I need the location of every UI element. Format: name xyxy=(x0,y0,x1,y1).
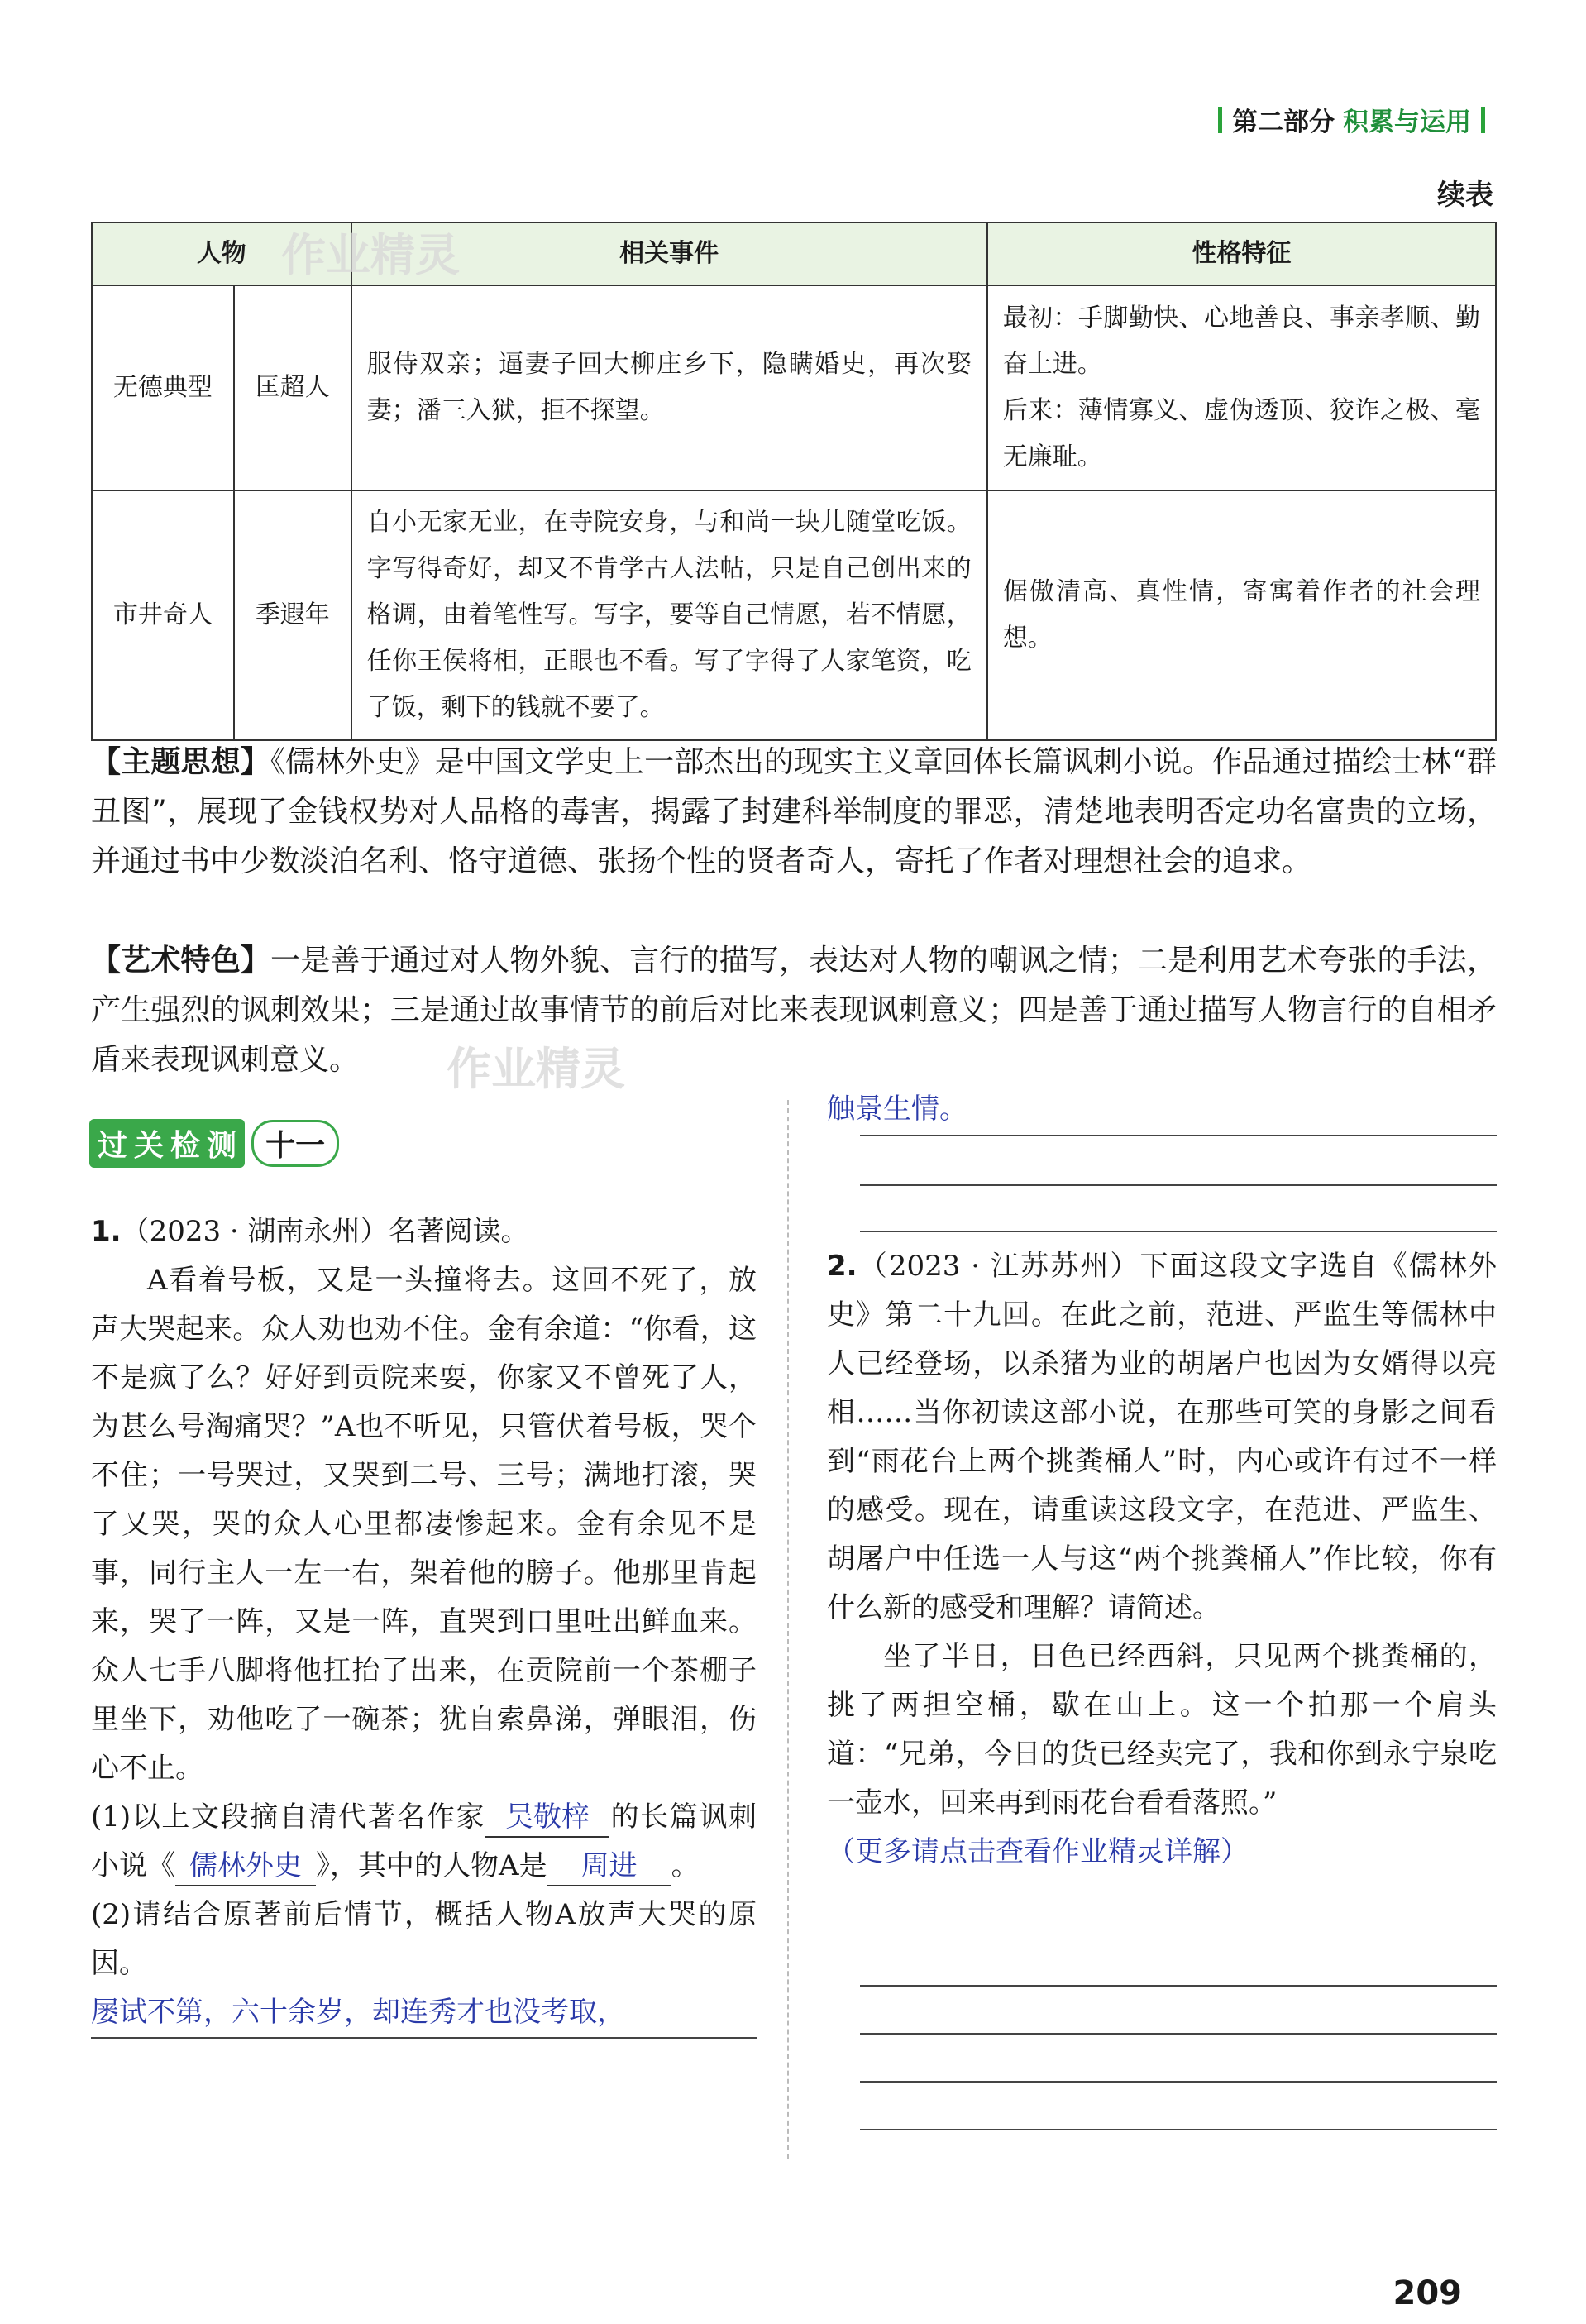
header-section: 积累与运用 xyxy=(1343,108,1471,137)
q1-sub1-text-a: (1)以上文段摘自清代著名作家 xyxy=(91,1800,485,1834)
running-header xyxy=(1208,101,1495,138)
q1-title xyxy=(91,1207,757,1256)
art-paragraph xyxy=(91,936,1497,1085)
q1-sub1 xyxy=(91,1793,757,1891)
q2-prompt xyxy=(827,1242,1497,1633)
answer-line xyxy=(860,2081,1497,2083)
q2-number: 2. xyxy=(827,1250,857,1283)
table-cell-category: 无德典型 xyxy=(92,285,234,490)
q2-prompt-text: （2023 · 江苏苏州）下面这段文字选自《儒林外史》第二十九回。在此之前，范进、严监生等儒林中人已经登场，以杀猪为业的胡屠户也因为女婿得以亮相……当你初读这部小说，在那些可笑的身影之间看到“雨花台上两个挑粪桶人”时，内心或许有过不一样的感受。现在，请重读这段文字，在范进、严监生、胡屠户中任选一人与这“两个挑粪桶人”作比较，你有什么新的感受和理解？请简述。 xyxy=(827,1250,1497,1624)
banner-number: 十一 xyxy=(251,1120,339,1167)
q1-passage: A看着号板，又是一头撞将去。这回不死了，放声大哭起来。众人劝也劝不住。金有余道：“你看，这不是疯了么？好好到贡院来耍，你家又不曾死了人，为甚么号淘痛哭？”A也不听见，只管伏着号板，哭个不住；一号哭过，又哭到二号、三号；满地打滚，哭了又哭，哭的众人心里都凄惨起来。金有余见不是事，同行主人一左一右，架着他的膀子。他那里肯起来，哭了一阵，又是一阵，直哭到口里吐出鲜血来。众人七手八脚将他扛抬了出来，在贡院前一个茶棚子里坐下，劝他吃了一碗茶；犹自索鼻涕，弹眼泪，伤心不止。 xyxy=(91,1264,757,1785)
table-header-traits: 性格特征 xyxy=(987,222,1496,285)
answer-line xyxy=(860,1985,1497,1987)
q1-source: （2023 · 湖南永州）名著阅读。 xyxy=(121,1215,529,1248)
watermark: 作业精灵 xyxy=(447,1043,625,1095)
art-text: 一是善于通过对人物外貌、言行的描写，表达对人物的嘲讽之情；二是利用艺术夸张的手法，产生强烈的讽刺效果；三是通过故事情节的前后对比来表现讽刺意义；四是善于通过描写人物言行的自相矛盾来表现讽刺意义。 xyxy=(91,944,1497,1077)
q1-sub2-answer[interactable] xyxy=(91,1988,757,2039)
table-row xyxy=(92,490,1496,740)
answer-line xyxy=(860,1135,1497,1136)
table-header-events: 相关事件 xyxy=(351,222,987,285)
theme-paragraph xyxy=(91,738,1497,887)
q1-number: 1. xyxy=(91,1215,122,1248)
answer-line xyxy=(860,1231,1497,1232)
answer-line xyxy=(860,2129,1497,2130)
banner-char: 检 xyxy=(170,1128,201,1163)
table-row xyxy=(92,285,1496,490)
answer-character[interactable]: 周进 xyxy=(547,1847,671,1886)
header-bar-right xyxy=(1481,107,1485,133)
banner-char: 过 xyxy=(98,1128,128,1163)
header-bar-left xyxy=(1218,107,1222,133)
question-2 xyxy=(827,1242,1497,1877)
q2-more-link[interactable] xyxy=(827,1828,1497,1877)
answer-novel[interactable]: 儒林外史 xyxy=(175,1847,316,1886)
q1-sub1-text-b: 的长篇讽刺小说《 xyxy=(91,1800,757,1882)
q1-sub1-text-d: 。 xyxy=(671,1849,700,1882)
answer-line xyxy=(860,1184,1497,1186)
table-cell-name: 季遐年 xyxy=(234,490,351,740)
table-cell-traits xyxy=(987,285,1496,490)
banner-boxes xyxy=(89,1119,245,1168)
answer-line xyxy=(860,2033,1497,2035)
traits-initial: 最初：手脚勤快、心地善良、事亲孝顺、勤奋上进。 xyxy=(1002,304,1480,379)
banner-char: 测 xyxy=(207,1128,237,1163)
table-cell-category: 市井奇人 xyxy=(92,490,234,740)
table-cell-traits: 倨傲清高、真性情，寄寓着作者的社会理想。 xyxy=(987,490,1496,740)
banner-char: 关 xyxy=(134,1128,165,1163)
answer-author[interactable]: 吴敬梓 xyxy=(485,1798,609,1838)
more-link-text: （更多请点击查看作业精灵详解） xyxy=(827,1835,1249,1868)
answer-text: 屡试不第，六十余岁，却连秀才也没考取， xyxy=(91,1996,625,2029)
page-number: 209 xyxy=(1393,2274,1462,2312)
art-tag: 【艺术特色】 xyxy=(91,944,271,978)
answer-continuation[interactable] xyxy=(827,1085,1497,1134)
table-cell-events: 服侍双亲；逼妻子回大柳庄乡下，隐瞒婚史，再次娶妻；潘三入狱，拒不探望。 xyxy=(351,285,987,490)
q1-sub2: (2)请结合原著前后情节，概括人物A放声大哭的原因。 xyxy=(91,1898,757,1980)
continued-label: 续表 xyxy=(1437,179,1493,212)
traits-later: 后来：薄情寡义、虚伪透顶、狡诈之极、毫无廉耻。 xyxy=(1002,396,1480,471)
table-cell-events: 自小无家无业，在寺院安身，与和尚一块儿随堂吃饭。字写得奇好，却又不肯学古人法帖，只是自己创出来的格调，由着笔性写。写字，要等自己情愿，若不情愿，任你王侯将相，正眼也不看。写了字得了人家笔资，吃了饭，剩下的钱就不要了。 xyxy=(351,490,987,740)
table-header-character: 人物 xyxy=(92,222,351,285)
question-1 xyxy=(91,1207,757,2039)
q1-sub1-text-c: 》，其中的人物A是 xyxy=(316,1849,547,1882)
character-table xyxy=(91,222,1497,741)
column-divider xyxy=(787,1100,789,2159)
table-cell-name: 匡超人 xyxy=(234,285,351,490)
theme-text: 《儒林外史》是中国文学史上一部杰出的现实主义章回体长篇讽刺小说。作品通过描绘士林“群丑图”，展现了金钱权势对人品格的毒害，揭露了封建科举制度的罪恶，清楚地表明否定功名富贵的立场，并通过书中少数淡泊名利、恪守道德、张扬个性的贤者奇人，寄托了作者对理想社会的追求。 xyxy=(91,745,1497,878)
answer-continuation-text: 触景生情。 xyxy=(827,1093,967,1126)
header-part: 第二部分 xyxy=(1232,108,1335,137)
theme-tag: 【主题思想】 xyxy=(91,745,270,779)
section-banner xyxy=(89,1118,339,1168)
watermark: 作业精灵 xyxy=(281,229,460,281)
q2-passage: 坐了半日，日色已经西斜，只见两个挑粪桶的，挑了两担空桶，歇在山上。这一个拍那一个肩头道：“兄弟，今日的货已经卖完了，我和你到永宁泉吃一壶水，回来再到雨花台看看落照。” xyxy=(827,1640,1497,1820)
